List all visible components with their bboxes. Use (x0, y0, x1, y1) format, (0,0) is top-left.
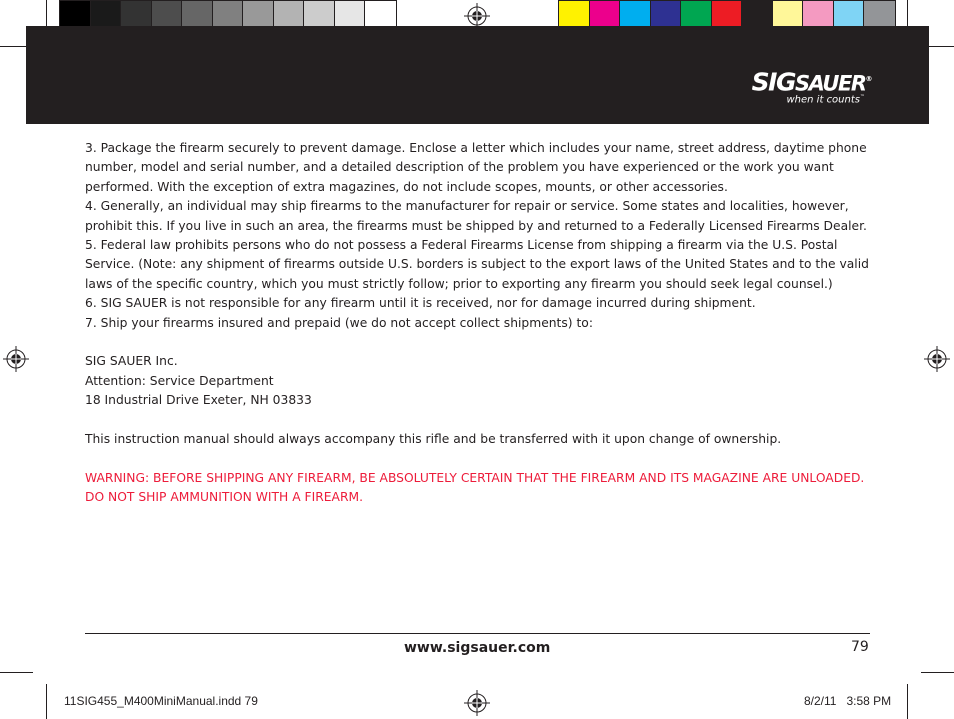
registration-mark-icon (924, 346, 950, 372)
address-street: 18 Industrial Drive Exeter, NH 03833 (85, 393, 312, 408)
crop-mark (0, 672, 33, 673)
paragraph-step-7: 7. Ship your firearms insured and prepaid (we do not accept collect shipments) to: (85, 315, 593, 330)
paragraph-step-3: 3. Package the firearm securely to prevent damage. Enclose a letter which includes your name, street address, daytime phone number, model and serial number, and a detailed description of the problem you have experienced or the work you want performed. With the exception of extra magazines, do not include scopes, mounts, or other accessories. (85, 141, 867, 194)
ownership-note: This instruction manual should always accompany this rifle and be transferred with it upon change of ownership. (85, 432, 782, 447)
registration-mark-icon (464, 690, 490, 716)
logo-registered-mark: ® (865, 75, 871, 83)
header-band (26, 26, 929, 124)
tagline-trademark: ™ (860, 94, 865, 101)
slug-filename: 11SIG455_M400MiniManual.indd 79 (64, 694, 258, 708)
registration-mark-icon (3, 346, 29, 372)
logo-sig: SIG (751, 67, 795, 97)
paragraph-step-4: 4. Generally, an individual may ship firearms to the manufacturer for repair or service. Some states and localities, however, prohibit this. If you live in such an area, the firearms must be shipped by and returned to a Federally Licensed Firearms Dealer. (85, 199, 867, 233)
tagline-text: when it counts (786, 94, 860, 106)
sig-sauer-logo (741, 66, 871, 106)
crop-mark (921, 672, 954, 673)
slug-timestamp: 8/2/11 3:58 PM (804, 694, 892, 708)
crop-mark (907, 684, 908, 719)
paragraph-step-6: 6. SIG SAUER is not responsible for any firearm until it is received, nor for damage incurred during shipment. (85, 296, 756, 311)
footer-website-link[interactable]: www.sigsauer.com (404, 640, 551, 656)
manual-body (85, 139, 885, 508)
footer-divider (85, 633, 870, 634)
address-company: SIG SAUER Inc. (85, 354, 178, 369)
page-number: 79 (851, 639, 869, 655)
logo-sauer: SAUER (794, 71, 866, 96)
address-attention: Attention: Service Department (85, 373, 274, 388)
shipping-warning: WARNING: BEFORE SHIPPING ANY FIREARM, BE ABSOLUTELY CERTAIN THAT THE FIREARM AND ITS MAGAZINE ARE UNLOADED. DO NOT SHIP AMMUNITION WITH A FIREARM. (85, 470, 865, 505)
logo-wordmark (741, 66, 871, 96)
crop-mark (46, 684, 47, 719)
paragraph-step-5: 5. Federal law prohibits persons who do not possess a Federal Firearms License from shipping a firearm via the U.S. Postal Service. (Note: any shipment of firearms outside U.S. borders is subject to the export laws of the United States and to the valid laws of the specific country, which you must strictly follow; prior to exporting any firearm you should seek legal counsel.) (85, 238, 869, 291)
